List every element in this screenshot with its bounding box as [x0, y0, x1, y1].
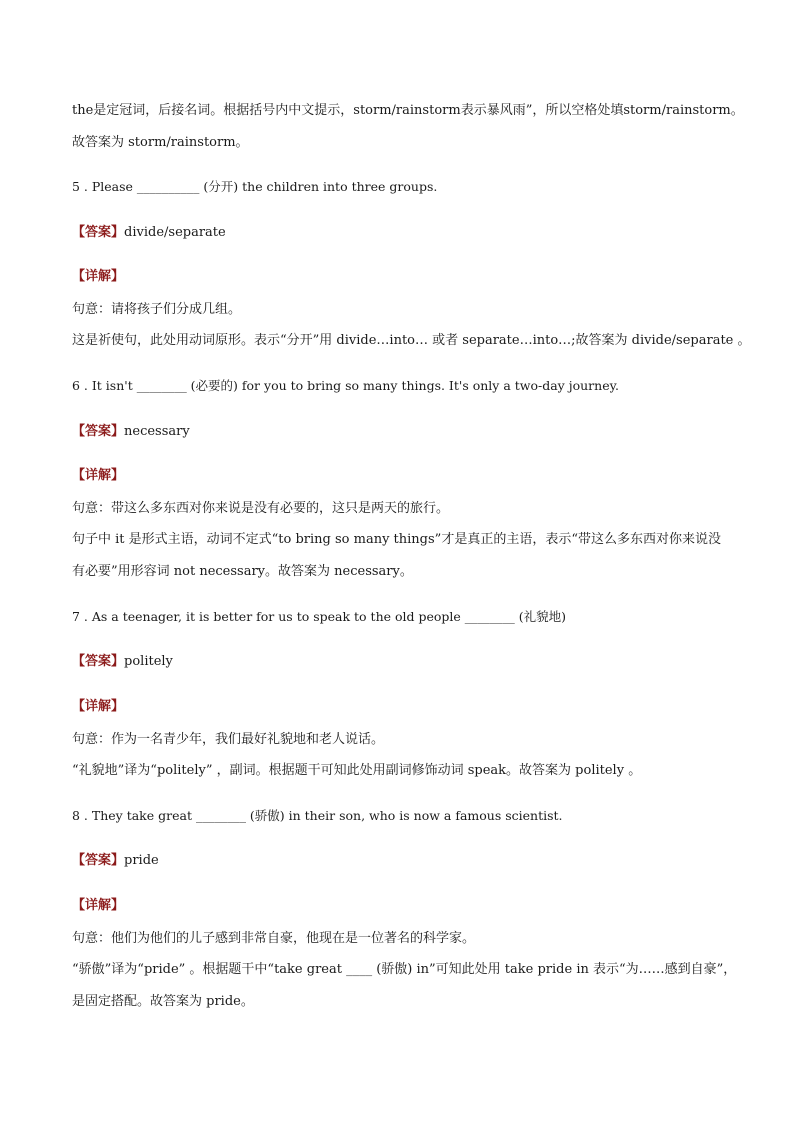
answer-label: 【答案】: [72, 225, 125, 240]
question-6-detail-line: 有必要”用形容词 not necessary。故答案为 necessary。: [72, 564, 413, 579]
question-7-answer: [72, 652, 173, 672]
answer-text: politely: [124, 654, 173, 669]
question-8-answer: [72, 851, 159, 871]
question-8-stem: 8 . They take great ________ (骄傲) in their son, who is now a famous scientist.: [72, 808, 563, 823]
question-6-detail-label: 【详解】: [72, 468, 125, 483]
question-5-detail-line: 这是祈使句，此处用动词原形。表示“分开”用 divide…into… 或者 separate…into…;故答案为 divide/separate 。: [72, 333, 751, 348]
answer-text: necessary: [124, 424, 190, 439]
question-5-answer: [72, 223, 226, 243]
question-5-detail-label: 【详解】: [72, 269, 125, 284]
answer-text: divide/separate: [124, 225, 226, 240]
answer-label: 【答案】: [72, 424, 125, 439]
question-5-stem: 5 . Please __________ (分开) the children into three groups.: [72, 179, 438, 194]
question-5-detail-line: 句意：请将孩子们分成几组。: [72, 302, 242, 317]
question-8-detail-line: “骄傲”译为“pride” 。根据题干中“take great ____ (骄傲) in”可知此处用 take pride in 表示“为……感到自豪”，: [72, 962, 737, 977]
question-6-stem: 6 . It isn't ________ (必要的) for you to bring so many things. It's only a two-day journey.: [72, 378, 619, 393]
question-8-detail-line: 句意：他们为他们的儿子感到非常自豪，他现在是一位著名的科学家。: [72, 931, 476, 946]
answer-label: 【答案】: [72, 654, 125, 669]
question-6-detail-line: 句子中 it 是形式主语，动词不定式“to bring so many things”才是真正的主语，表示“带这么多东西对你来说没: [72, 532, 721, 547]
question-7-detail-line: “礼貌地”译为“politely” ，副词。根据题干可知此处用副词修饰动词 speak。故答案为 politely 。: [72, 763, 642, 778]
question-7-stem: 7 . As a teenager, it is better for us to speak to the old people ________ (礼貌地): [72, 609, 567, 624]
question-7-detail-label: 【详解】: [72, 699, 125, 714]
question-6-detail-line: 句意：带这么多东西对你来说是没有必要的，这只是两天的旅行。: [72, 501, 450, 516]
answer-label: 【答案】: [72, 853, 125, 868]
explanation-line: 故答案为 storm/rainstorm。: [72, 135, 249, 150]
explanation-line: the是定冠词，后接名词。根据括号内中文提示，storm/rainstorm表示暴风雨”，所以空格处填storm/rainstorm。: [72, 103, 744, 118]
question-8-detail-label: 【详解】: [72, 898, 125, 913]
question-7-detail-line: 句意：作为一名青少年，我们最好礼貌地和老人说话。: [72, 732, 385, 747]
question-6-answer: [72, 422, 190, 442]
answer-text: pride: [124, 853, 159, 868]
question-8-detail-line: 是固定搭配。故答案为 pride。: [72, 994, 254, 1009]
